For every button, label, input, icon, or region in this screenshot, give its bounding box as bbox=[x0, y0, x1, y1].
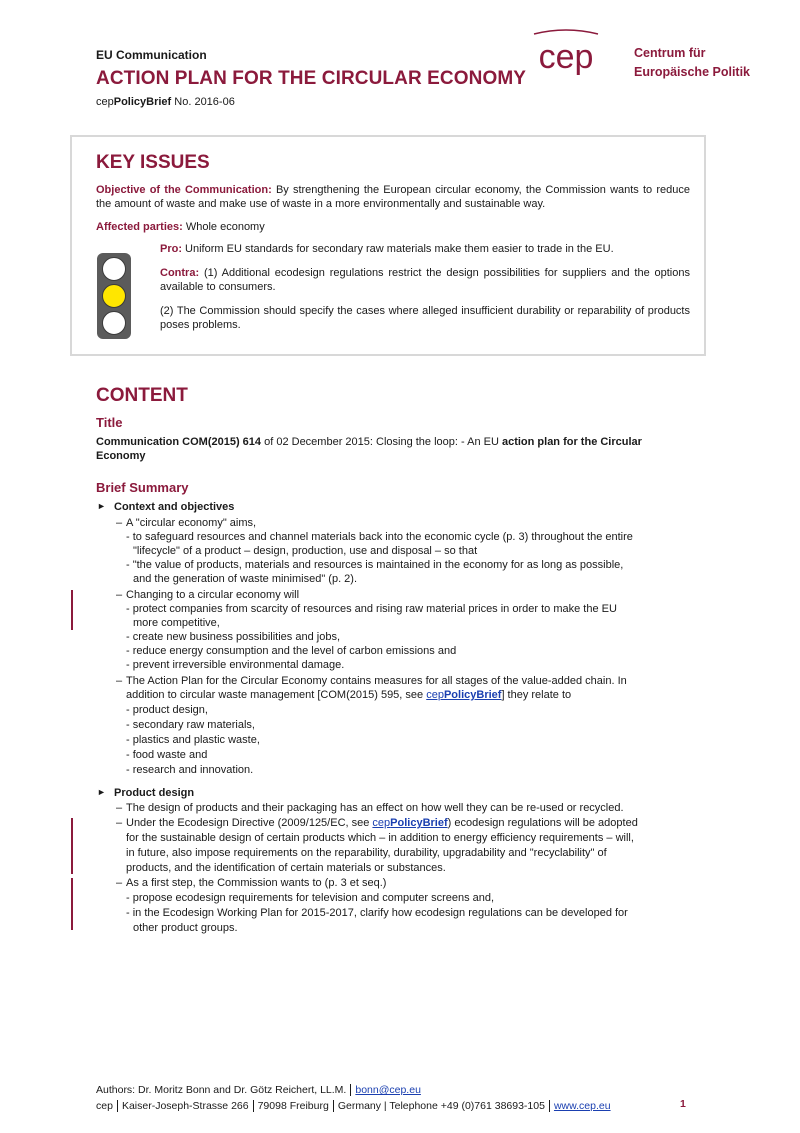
sub-item: - in the Ecodesign Working Plan for 2015-2017, clarify how ecodesign regulations can be developed for bbox=[126, 907, 628, 919]
key-issues-heading: KEY ISSUES bbox=[96, 152, 210, 173]
affected-label: Affected parties: bbox=[96, 221, 183, 233]
triangle-bullet-icon: ► bbox=[97, 501, 106, 511]
list-item: – Changing to a circular economy will bbox=[116, 589, 300, 601]
cep-policybrief-link[interactable] bbox=[372, 817, 447, 829]
list-item: – The design of products and their packaging has an effect on how well they can be re-used or recycled. bbox=[116, 802, 624, 814]
list-item-continuation: products, and the identification of certain materials or substances. bbox=[126, 862, 446, 874]
contra-2-paragraph: (2) The Commission should specify the cases where alleged insufficient durability or reparability of products poses problems. bbox=[160, 305, 690, 331]
sub-item-continuation: more competitive, bbox=[133, 617, 220, 629]
separator bbox=[253, 1100, 254, 1112]
sub-item-continuation: and the generation of waste minimised" (p. 2). bbox=[133, 573, 358, 585]
link-prefix: cep bbox=[372, 817, 391, 829]
margin-change-bar bbox=[71, 818, 73, 874]
product-heading-text: Product design bbox=[114, 787, 195, 799]
footer-authors-line bbox=[96, 1082, 611, 1098]
pro-text: Uniform EU standards for secondary raw materials make them easier to trade in the EU. bbox=[182, 243, 614, 255]
authors: Authors: Dr. Moritz Bonn and Dr. Götz Reichert, LL.M. bbox=[96, 1084, 347, 1096]
footer-street: Kaiser-Joseph-Strasse 266 bbox=[121, 1100, 249, 1112]
series-issue: No. 2016-06 bbox=[171, 96, 235, 108]
footer-city: 79098 Freiburg bbox=[257, 1100, 329, 1112]
contra-label: Contra: bbox=[160, 267, 200, 279]
list-item-text: A "circular economy" aims, bbox=[126, 517, 257, 529]
list-item-text: Changing to a circular economy will bbox=[126, 589, 300, 601]
affected-text: Whole economy bbox=[182, 221, 265, 233]
contra-text: (1) Additional ecodesign regulations restrict the design possibilities for suppliers and the options available to consumers. bbox=[160, 267, 690, 293]
document-title: ACTION PLAN FOR THE CIRCULAR ECONOMY bbox=[96, 68, 527, 89]
pro-label: Pro: bbox=[160, 243, 182, 255]
sub-item: - propose ecodesign requirements for television and computer screens and, bbox=[126, 892, 495, 904]
cep-policybrief-link[interactable] bbox=[426, 689, 501, 701]
author-email-link[interactable]: bonn@cep.eu bbox=[355, 1084, 421, 1096]
list-item-text: addition to circular waste management [COM(2015) 595, see bbox=[126, 689, 427, 701]
sub-item: - protect companies from scarcity of resources and rising raw material prices in order to make the EU bbox=[126, 603, 617, 615]
com-date-text: of 02 December 2015: Closing the loop: - An EU bbox=[261, 436, 502, 448]
list-item-text: The Action Plan for the Circular Economy contains measures for all stages of the value-added chain. In bbox=[126, 675, 627, 687]
sub-item: - research and innovation. bbox=[126, 764, 254, 776]
context-heading-text: Context and objectives bbox=[114, 501, 235, 513]
list-item-text: ] they relate to bbox=[501, 689, 572, 701]
series-number bbox=[96, 96, 235, 108]
product-design-heading bbox=[97, 787, 195, 799]
objective-label: Objective of the Communication: bbox=[96, 184, 272, 196]
sub-item: - plastics and plastic waste, bbox=[126, 734, 260, 746]
objective-text: By strengthening the European circular economy, the Commission wants to reduce the amount of waste and make use of waste in a more environmentally and sustainable way. bbox=[96, 184, 690, 210]
org-line-2: Europäische Politik bbox=[634, 65, 751, 79]
website-link[interactable]: www.cep.eu bbox=[553, 1100, 611, 1112]
title-heading: Title bbox=[96, 415, 123, 430]
list-item: – The Action Plan for the Circular Economy contains measures for all stages of the value-added chain. In bbox=[116, 675, 627, 687]
sub-item-continuation: "lifecycle" of a product – design, production, use and disposal – so that bbox=[133, 545, 478, 557]
affected-paragraph bbox=[96, 220, 690, 234]
sub-item: - to safeguard resources and channel materials back into the economic cycle (p. 3) throughout the entire bbox=[126, 531, 633, 543]
traffic-light-middle-lamp bbox=[102, 284, 126, 308]
list-item-text: ) ecodesign regulations will be adopted bbox=[447, 817, 638, 829]
logo-text: cep bbox=[538, 38, 594, 76]
content-heading: CONTENT bbox=[96, 385, 188, 406]
separator bbox=[333, 1100, 334, 1112]
sub-item-continuation: other product groups. bbox=[133, 922, 238, 934]
series-prefix: cep bbox=[96, 96, 114, 108]
com-title-bold: action plan for the Circular bbox=[501, 436, 642, 448]
footer-address-line bbox=[96, 1098, 611, 1114]
separator bbox=[350, 1084, 351, 1096]
org-line-1: Centrum für bbox=[634, 46, 706, 60]
list-item-text: The design of products and their packaging has an effect on how well they can be re-used or recycled. bbox=[126, 802, 624, 814]
sub-item: - "the value of products, materials and resources is maintained in the economy for as long as possible, bbox=[126, 559, 624, 571]
margin-change-bar bbox=[71, 878, 73, 930]
traffic-light-top-lamp bbox=[102, 257, 126, 281]
separator bbox=[549, 1100, 550, 1112]
sub-item: - secondary raw materials, bbox=[126, 719, 255, 731]
sub-item: - create new business possibilities and jobs, bbox=[126, 631, 341, 643]
list-item: – A "circular economy" aims, bbox=[116, 517, 257, 529]
list-item: – As a first step, the Commission wants to (p. 3 et seq.) bbox=[116, 877, 387, 889]
series-bold: PolicyBrief bbox=[113, 96, 172, 108]
cep-logo bbox=[516, 28, 616, 84]
pro-paragraph bbox=[160, 242, 690, 256]
footer-phone: Germany | Telephone +49 (0)761 38693-105 bbox=[337, 1100, 545, 1112]
objective-paragraph bbox=[96, 183, 690, 211]
organization-name bbox=[634, 44, 750, 82]
list-item: – Under the Ecodesign Directive (2009/125/EC, see cepPolicyBrief) ecodesign regulations will be adopted bbox=[116, 817, 638, 829]
list-item-continuation: for the sustainable design of certain products which – in addition to energy efficiency requirements – will, bbox=[126, 832, 634, 844]
triangle-bullet-icon: ► bbox=[97, 787, 106, 797]
sub-item: - prevent irreversible environmental damage. bbox=[126, 659, 345, 671]
context-section-heading bbox=[97, 501, 235, 513]
traffic-light-bottom-lamp bbox=[102, 311, 126, 335]
sub-item: - product design, bbox=[126, 704, 208, 716]
brief-summary-heading: Brief Summary bbox=[96, 480, 189, 495]
list-item-text: Under the Ecodesign Directive (2009/125/EC, see bbox=[126, 817, 373, 829]
communication-title-line-1 bbox=[96, 436, 642, 450]
com-number: Communication COM(2015) 614 bbox=[96, 436, 262, 448]
margin-change-bar bbox=[71, 590, 73, 630]
document-kicker: EU Communication bbox=[96, 48, 207, 62]
footer-org: cep bbox=[96, 1100, 113, 1112]
separator bbox=[117, 1100, 118, 1112]
sub-item: - reduce energy consumption and the level of carbon emissions and bbox=[126, 645, 457, 657]
link-bold: PolicyBrief bbox=[443, 689, 502, 701]
list-item-text: As a first step, the Commission wants to (p. 3 et seq.) bbox=[126, 877, 387, 889]
list-item-continuation bbox=[126, 689, 571, 703]
contra-paragraph bbox=[160, 266, 690, 294]
page-number: 1 bbox=[680, 1098, 686, 1110]
traffic-light-icon bbox=[97, 253, 131, 339]
link-bold: PolicyBrief bbox=[390, 817, 448, 829]
link-prefix: cep bbox=[426, 689, 444, 701]
page-footer bbox=[96, 1082, 611, 1114]
communication-title-line-2: Economy bbox=[96, 450, 146, 462]
sub-item: - food waste and bbox=[126, 749, 208, 761]
list-item-continuation: in future, also impose requirements on the reparability, durability, upgradability and "recyclability" of bbox=[126, 847, 607, 859]
